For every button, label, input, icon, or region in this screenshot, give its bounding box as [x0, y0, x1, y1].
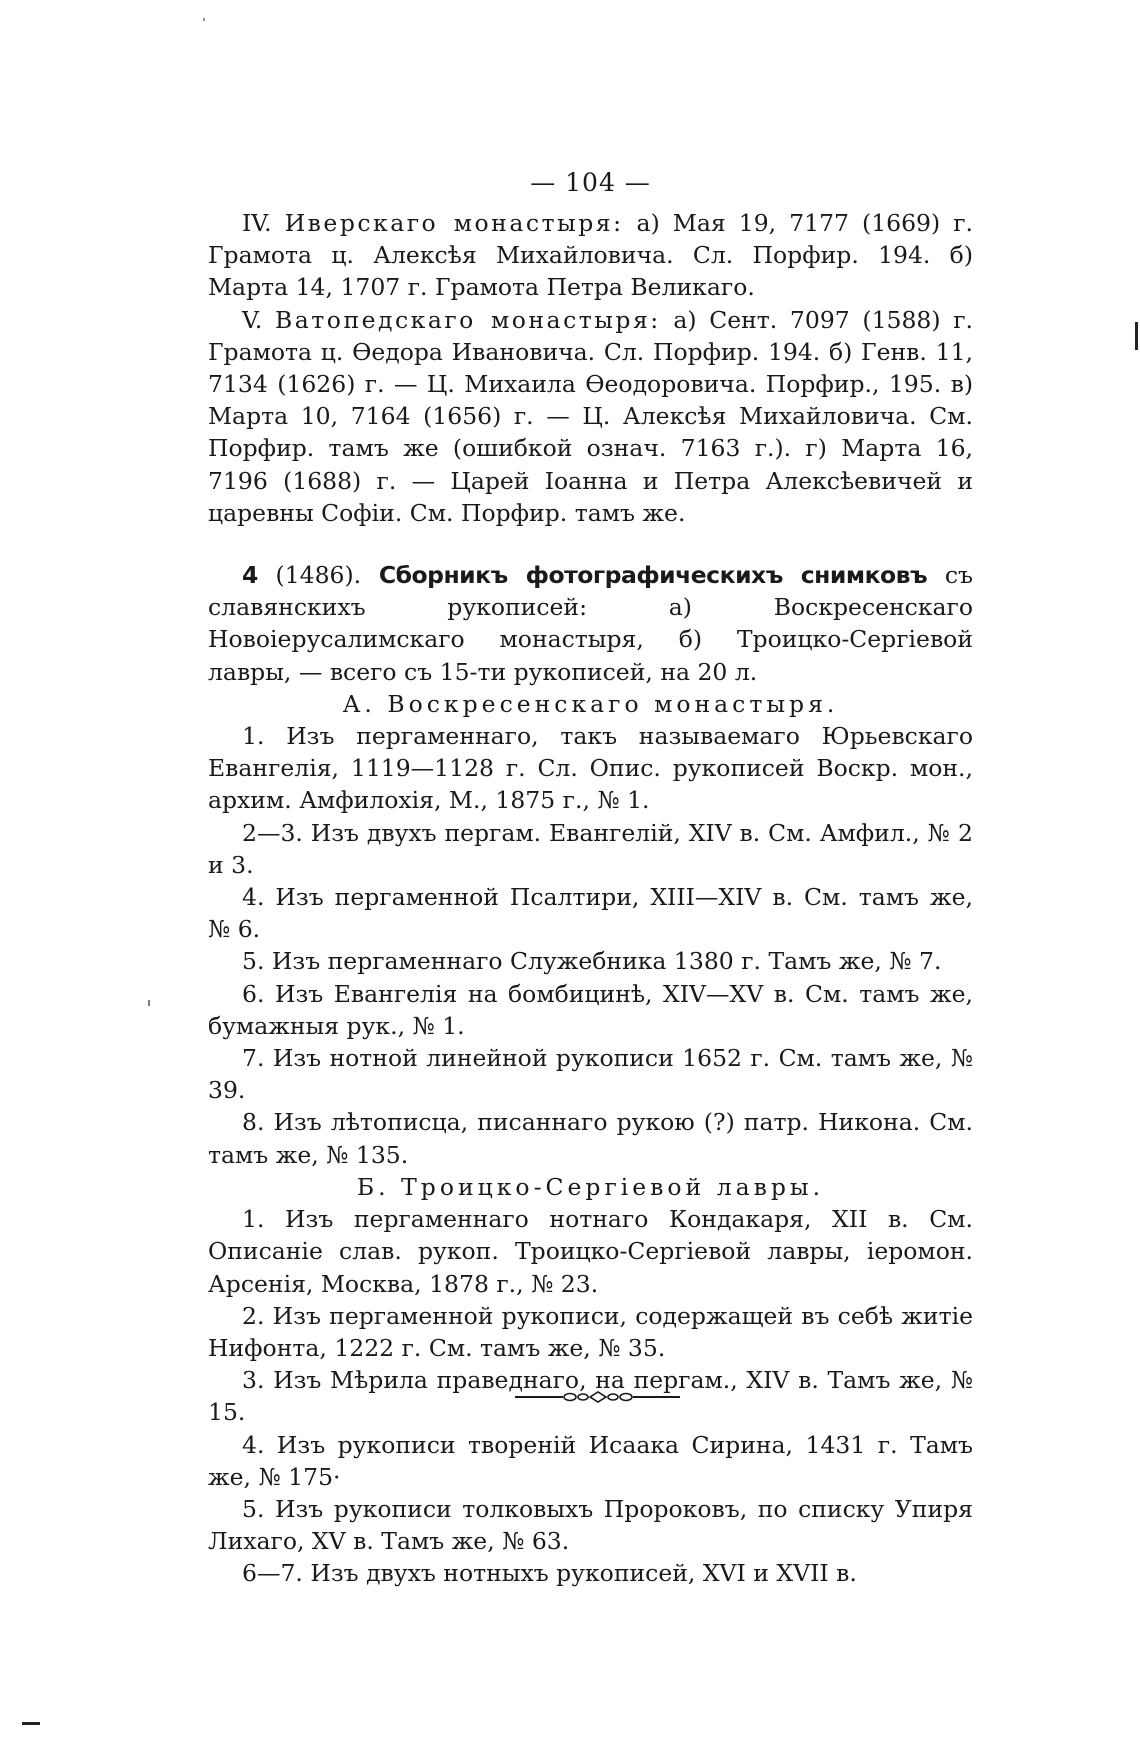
section-v-text: а) Сент. 7097 (1588) г. Грамота ц. Ѳедора Ивановича. Сл. Порфир. 194. б) Генв. 11, 7134 (1626) г. — Ц. Михаила Ѳеодоровича. Порфир., 195. в) Марта 10, 7164 (1656) г. — Ц. Алексѣя Михайловича. См. Порфир. тамъ же (ошибкой означ. 7163 г.). г) Марта 16, 7196 (1688) г. — Царей Іоанна и Петра Алексѣевичей и царевны Софіи. См. Порфир. тамъ же. — [208, 305, 973, 527]
list-item: 4. Изъ пергаменной Псалтири, XIII—XIV в. См. тамъ же, № 6. — [208, 883, 973, 944]
list-item: 1. Изъ пергаменнаго, такъ называемаго Юрьевскаго Евангелія, 1119—1128 г. Сл. Опис. рукописей Воскр. мон., архим. Амфилохія, М., 1875 г., № 1. — [208, 722, 973, 815]
page-body — [208, 165, 973, 1590]
margin-mark — [22, 1722, 40, 1725]
list-item: 2. Изъ пергаменной рукописи, содержащей въ себѣ житіе Нифонта, 1222 г. См. тамъ же, № 35. — [208, 1301, 973, 1362]
section-a-heading: А. Воскресенскаго монастыря. — [342, 689, 839, 718]
list-item: 5. Изъ рукописи толковыхъ Пророковъ, по списку Упиря Лихаго, XV в. Тамъ же, № 63. — [208, 1494, 973, 1556]
section-v — [208, 304, 973, 529]
entry-number: 4 — [242, 561, 258, 590]
section-v-name: Ватопедскаго монастыря: — [275, 305, 661, 334]
ornament-divider-icon — [515, 1390, 680, 1404]
catalog-entry — [208, 559, 973, 688]
list-item: 2—3. Изъ двухъ пергам. Евангелій, XIV в. См. Амфил., № 2 и 3. — [208, 818, 973, 879]
list-item: 8. Изъ лѣтописца, писаннаго рукою (?) патр. Никона. См. тамъ же, № 135. — [208, 1108, 973, 1169]
section-b-heading: Б. Троицко-Сергіевой лавры. — [356, 1172, 825, 1201]
margin-mark — [1135, 322, 1138, 350]
margin-mark — [203, 18, 205, 21]
list-item: 6—7. Изъ двухъ нотныхъ рукописей, XVI и XVII в. — [242, 1559, 857, 1588]
list-item: 6. Изъ Евангелія на бомбицинѣ, XIV—XV в. См. тамъ же, бумажныя рук., № 1. — [208, 979, 973, 1040]
margin-mark — [148, 1000, 150, 1006]
list-item: 1. Изъ пергаменнаго нотнаго Кондакаря, XII в. См. Описаніе слав. рукоп. Троицко-Сергіевой лавры, іеромон. Арсенія, Москва, 1878 г., № 23. — [208, 1205, 973, 1298]
section-iv-name: Иверскаго монастыря: — [284, 209, 624, 237]
entry-id: (1486). — [257, 561, 379, 590]
list-item: 5. Изъ пергаменнаго Служебника 1380 г. Тамъ же, № 7. — [242, 947, 942, 976]
list-item: 7. Изъ нотной линейной рукописи 1652 г. См. тамъ же, № 39. — [208, 1044, 973, 1105]
list-item: 4. Изъ рукописи твореній Исаака Сирина, 1431 г. Тамъ же, № 175· — [208, 1430, 973, 1491]
section-iv-label: IV. — [242, 209, 272, 237]
section-iv — [208, 207, 973, 304]
page-number: — 104 — — [530, 168, 651, 197]
list-item: 3. Изъ Мѣрила праведнаго, на пергам., XIV в. Тамъ же, № 15. — [208, 1366, 973, 1427]
section-iv-text: a) Мая 19, 7177 (1669) г. Грамота ц. Алексѣя Михайловича. Сл. Порфир. 194. б) Марта 14, 1707 г. Грамота Петра Великаго. — [208, 209, 974, 302]
entry-text: съ славянскихъ рукописей: а) Воскресенскаго Новоіерусалимскаго монастыря, б) Троицко-Сергіевой лавры, — всего съ 15-ти рукописей, на 20 л. — [208, 561, 973, 686]
section-v-label: V. — [242, 305, 263, 334]
entry-title: Сборникъ фотографическихъ снимковъ — [378, 561, 928, 590]
